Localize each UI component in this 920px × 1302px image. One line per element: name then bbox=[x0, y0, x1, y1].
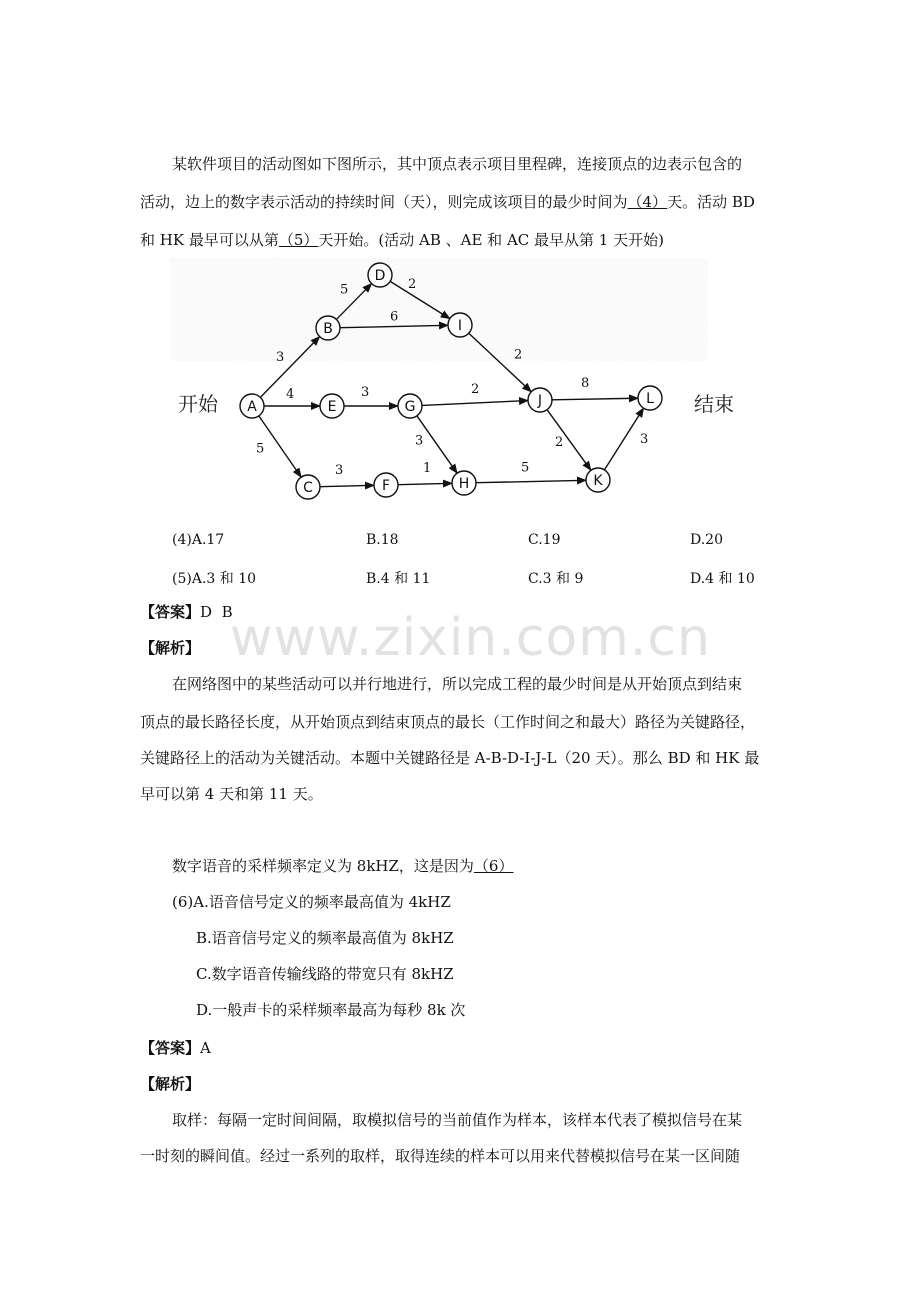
analysis-1-line-2: 顶点的最长路径长度，从开始顶点到结束顶点的最长（工作时间之和最大）路径为关键路径， bbox=[140, 713, 756, 731]
answer-2-value: A bbox=[200, 1039, 211, 1057]
option-5a: (5)A.3 和 10 bbox=[172, 571, 257, 587]
node-K-label: K bbox=[593, 473, 603, 489]
answer-1 bbox=[140, 602, 233, 622]
edge-G-J bbox=[422, 401, 528, 406]
analysis-1-line-1: 在网络图中的某些活动可以并行地进行，所以完成工程的最少时间是从开始顶点到结束 bbox=[172, 675, 743, 693]
option-5d: D.4 和 10 bbox=[690, 571, 755, 587]
q2-option-b: B.语音信号定义的频率最高值为 8kHZ bbox=[196, 929, 454, 947]
node-L-label: L bbox=[646, 391, 654, 407]
node-F-label: F bbox=[381, 478, 391, 494]
q1-line3-text-a: 和 HK 最早可以从第 bbox=[140, 231, 279, 249]
edge-weight-F-H: 1 bbox=[423, 461, 432, 476]
edge-weight-J-K: 2 bbox=[555, 435, 564, 450]
option-4a: (4)A.17 bbox=[172, 532, 225, 548]
blank-6: （6） bbox=[473, 857, 514, 875]
analysis-2-label: 【解析】 bbox=[140, 1075, 201, 1093]
edge-K-L bbox=[604, 408, 643, 470]
edge-weight-D-I: 2 bbox=[408, 277, 417, 292]
edge-weight-G-H: 3 bbox=[415, 433, 424, 449]
option-4d: D.20 bbox=[690, 532, 723, 548]
node-I-label: I bbox=[457, 318, 463, 334]
q2-option-c: C.数字语音传输线路的带宽只有 8kHZ bbox=[196, 965, 454, 983]
watermark: www.zixin.com.cn bbox=[230, 608, 711, 668]
option-5b: B.4 和 11 bbox=[366, 571, 431, 587]
node-D-label: D bbox=[374, 268, 386, 284]
blank-5: （5） bbox=[278, 231, 319, 249]
edge-weight-K-L: 3 bbox=[640, 432, 649, 447]
blank-4: （4） bbox=[627, 193, 668, 211]
edge-weight-H-K: 5 bbox=[521, 460, 530, 476]
start-label: 开始 bbox=[178, 392, 218, 416]
edge-J-L bbox=[552, 398, 638, 400]
answer-label: 【答案】 bbox=[140, 603, 201, 621]
node-E-label: E bbox=[327, 399, 337, 415]
q2-stem bbox=[172, 856, 513, 876]
edge-weight-A-E: 4 bbox=[286, 387, 295, 402]
edge-F-H bbox=[398, 483, 452, 484]
answer-2 bbox=[140, 1038, 211, 1058]
q1-line1: 某软件项目的活动图如下图所示，其中顶点表示项目里程碑，连接顶点的边表示包含的 bbox=[172, 155, 743, 173]
edge-weight-B-I: 6 bbox=[390, 309, 399, 325]
option-5c: C.3 和 9 bbox=[528, 571, 584, 587]
edge-weight-J-L: 8 bbox=[581, 376, 590, 391]
node-A-label: A bbox=[247, 399, 257, 415]
analysis-1-line-3: 关键路径上的活动为关键活动。本题中关键路径是 A-B-D-I-J-L（20 天）。那么 BD 和 HK 最 bbox=[140, 749, 760, 767]
q2-stem-text: 数字语音的采样频率定义为 8kHZ，这是因为 bbox=[172, 857, 474, 875]
edge-weight-B-D: 5 bbox=[340, 282, 349, 298]
node-G-label: G bbox=[404, 399, 416, 415]
edge-weight-A-B: 3 bbox=[276, 350, 285, 365]
analysis-label: 【解析】 bbox=[140, 639, 201, 657]
edge-C-F bbox=[320, 485, 374, 486]
node-C-label: C bbox=[303, 480, 313, 496]
answer-2-label: 【答案】 bbox=[140, 1039, 201, 1057]
q1-line3-text-b: 天开始。(活动 AB 、AE 和 AC 最早从第 1 天开始) bbox=[318, 231, 664, 249]
analysis-2-line-2: 一时刻的瞬间值。经过一系列的取样，取得连续的样本可以用来代替模拟信号在某一区间随 bbox=[140, 1147, 741, 1165]
edge-weight-E-G: 3 bbox=[361, 385, 370, 400]
q1-line2-text-b: 天。活动 BD bbox=[667, 193, 755, 211]
node-H-label: H bbox=[458, 476, 470, 492]
edge-weight-A-C: 5 bbox=[256, 441, 265, 457]
option-4c: C.19 bbox=[528, 532, 561, 548]
edge-H-K bbox=[476, 480, 586, 482]
option-4b: B.18 bbox=[366, 532, 399, 548]
scan-bleed-through bbox=[180, 262, 660, 352]
analysis-2-line-1: 取样：每隔一定时间间隔，取模拟信号的当前值作为样本，该样本代表了模拟信号在某 bbox=[172, 1111, 743, 1129]
node-J-label: J bbox=[537, 393, 543, 409]
answer-1-value: D B bbox=[200, 603, 233, 621]
edge-A-C bbox=[259, 416, 301, 477]
q2-option-d: D.一般声卡的采样频率最高为每秒 8k 次 bbox=[196, 1001, 466, 1019]
q1-line3 bbox=[140, 230, 664, 250]
edge-weight-G-J: 2 bbox=[471, 382, 480, 397]
edge-weight-C-F: 3 bbox=[335, 463, 344, 478]
edge-weight-I-J: 2 bbox=[514, 347, 523, 363]
analysis-1-line-4: 早可以第 4 天和第 11 天。 bbox=[140, 785, 323, 803]
edge-J-K bbox=[547, 410, 591, 471]
end-label: 结束 bbox=[694, 392, 734, 416]
q1-line2 bbox=[140, 192, 755, 212]
activity-network-diagram bbox=[170, 258, 790, 508]
node-B-label: B bbox=[323, 321, 333, 337]
q2-option-a: (6)A.语音信号定义的频率最高值为 4kHZ bbox=[172, 893, 451, 911]
q1-line2-text-a: 活动，边上的数字表示活动的持续时间（天），则完成该项目的最少时间为 bbox=[140, 193, 628, 211]
